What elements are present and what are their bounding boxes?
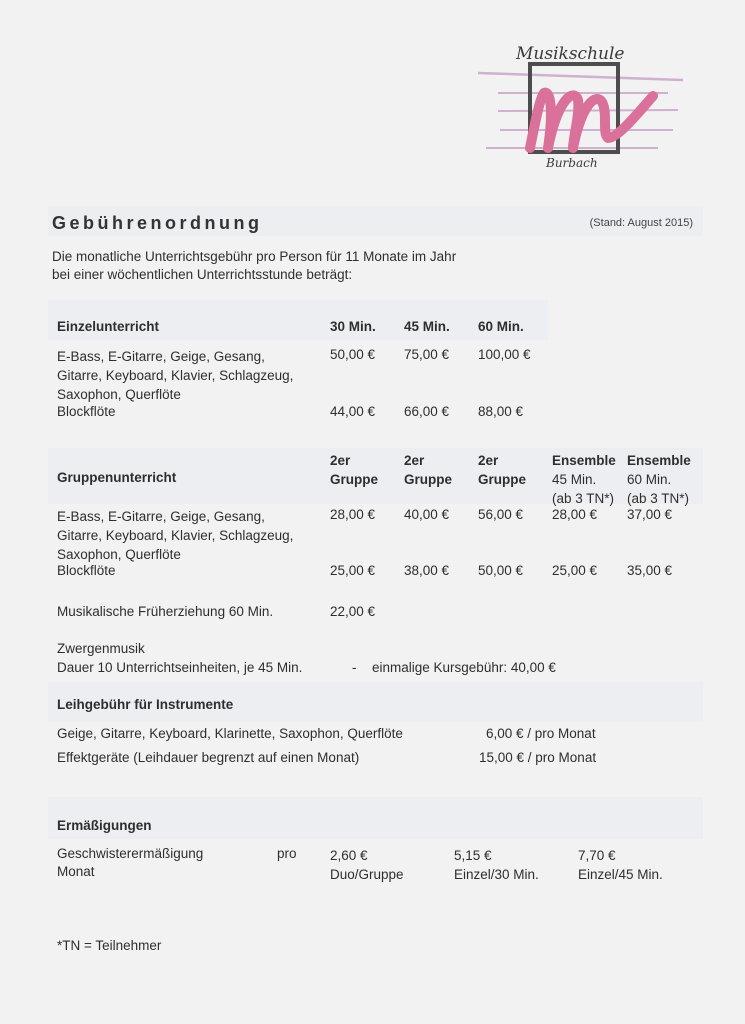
logo-title: Musikschule xyxy=(516,44,625,64)
price-cell: 40,00 € xyxy=(404,507,450,522)
price-cell: 37,00 € xyxy=(627,507,673,522)
zwergenmusik-fee: einmalige Kursgebühr: 40,00 € xyxy=(372,660,556,675)
row-label: E-Bass, E-Gitarre, Geige, Gesang, xyxy=(57,349,265,364)
price-cell: 28,00 € xyxy=(552,507,598,522)
footnote: *TN = Teilnehmer xyxy=(57,938,162,953)
einzel-heading: Einzelunterricht xyxy=(57,319,160,334)
price-cell: 100,00 € xyxy=(478,347,531,362)
erm-pro: pro xyxy=(277,846,297,861)
row-label: Saxophon, Querflöte xyxy=(57,387,181,402)
price-cell: 66,00 € xyxy=(404,404,450,419)
einzel-col-60: 60 Min. xyxy=(478,319,524,334)
price-cell: 35,00 € xyxy=(627,563,673,578)
zwergenmusik-dash: - xyxy=(352,660,357,675)
erm-item-duo: 2,60 € Duo/Gruppe xyxy=(330,848,404,882)
zwergenmusik-label: Zwergenmusik xyxy=(57,641,145,656)
leih-row-instruments: Geige, Gitarre, Keyboard, Klarinette, Saxophon, Querflöte xyxy=(57,726,403,741)
zwergenmusik-detail: Dauer 10 Unterrichtseinheiten, je 45 Min. xyxy=(57,660,303,675)
leih-price: 15,00 € / pro Monat xyxy=(479,750,597,765)
price-cell: 88,00 € xyxy=(478,404,524,419)
musikschule-logo xyxy=(478,38,688,178)
row-label: Gitarre, Keyboard, Klavier, Schlagzeug, xyxy=(57,528,294,543)
erm-heading: Ermäßigungen xyxy=(57,818,152,833)
intro-text xyxy=(52,248,456,284)
gruppe-col-3: 2er Gruppe xyxy=(478,453,527,487)
price-cell: 56,00 € xyxy=(478,507,524,522)
leih-heading: Leihgebühr für Instrumente xyxy=(57,697,234,712)
price-cell: 28,00 € xyxy=(330,507,376,522)
gruppe-row-blockfloete: Blockflöte xyxy=(57,563,116,578)
einzel-row-blockfloete: Blockflöte xyxy=(57,404,116,419)
page-title: Gebührenordnung xyxy=(52,213,263,233)
leih-row-effekt: Effektgeräte (Leihdauer begrenzt auf einen Monat) xyxy=(57,750,360,765)
price-cell: 38,00 € xyxy=(404,563,450,578)
erm-label: Geschwisterermäßigung xyxy=(57,846,204,861)
erm-label-monat: Monat xyxy=(57,864,95,879)
price-cell: 44,00 € xyxy=(330,404,376,419)
row-label: Gitarre, Keyboard, Klavier, Schlagzeug, xyxy=(57,368,294,383)
price-cell: 75,00 € xyxy=(404,347,450,362)
intro-line-2: bei einer wöchentlichen Unterrichtsstunde beträgt: xyxy=(52,267,353,282)
gruppe-col-ensemble-60: Ensemble 60 Min. (ab 3 TN*) xyxy=(627,453,691,506)
einzel-row-instruments xyxy=(57,347,293,404)
gruppe-col-2: 2er Gruppe xyxy=(404,453,453,487)
erm-item-einzel30: 5,15 € Einzel/30 Min. xyxy=(454,848,539,882)
price-cell: 50,00 € xyxy=(330,347,376,362)
intro-line-1: Die monatliche Unterrichtsgebühr pro Person für 11 Monate im Jahr xyxy=(52,249,457,264)
price-cell: 50,00 € xyxy=(478,563,524,578)
logo-subtitle: Burbach xyxy=(546,156,598,170)
stand-date: (Stand: August 2015) xyxy=(589,217,693,229)
row-label: E-Bass, E-Gitarre, Geige, Gesang, xyxy=(57,509,265,524)
row-label: Saxophon, Querflöte xyxy=(57,547,181,562)
leih-price: 6,00 € / pro Monat xyxy=(486,726,596,741)
frueherziehung-label: Musikalische Früherziehung 60 Min. xyxy=(57,604,274,619)
gruppe-row-instruments xyxy=(57,507,293,564)
einzel-col-45: 45 Min. xyxy=(404,319,450,334)
price-cell: 25,00 € xyxy=(330,563,376,578)
gruppe-col-ensemble-45: Ensemble 45 Min. (ab 3 TN*) xyxy=(552,453,616,506)
einzel-col-30: 30 Min. xyxy=(330,319,376,334)
gruppe-col-1: 2er Gruppe xyxy=(330,453,379,487)
frueherziehung-price: 22,00 € xyxy=(330,604,376,619)
price-cell: 25,00 € xyxy=(552,563,598,578)
erm-item-einzel45: 7,70 € Einzel/45 Min. xyxy=(578,848,663,882)
gruppe-heading: Gruppenunterricht xyxy=(57,470,177,485)
